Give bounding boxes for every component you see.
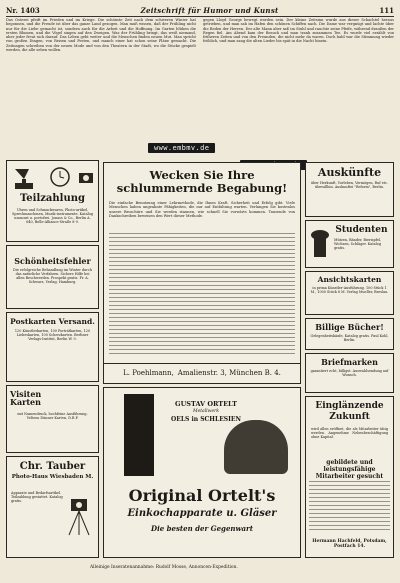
ad-briefmarken [305,353,394,393]
ad-wecken [103,162,301,384]
ad-postkarten-title: Postkarten Versand. [10,317,95,326]
ad-teilzahlung [6,160,99,242]
ad-buecher-title: Billige Bücher! [315,322,384,332]
ad-englaenzende-footer: Hermann Hachfeld, Potsdam, Postfach 14. [312,539,387,549]
ad-wecken-body-lines [109,233,295,357]
ad-ortelt-place: OELS in SCHLESIEN [171,416,241,423]
ad-ortelt-name: GUSTAV ORTELT [175,400,237,408]
ad-wecken-footer [108,369,296,377]
ad-tauber-text: Apparate und Bedarfsartikel. Teilzahlung gestattet. Katalog gratis. [11,491,63,503]
ad-englaenzende [305,396,394,558]
publication-title: Zeitschrift für Humor und Kunst [140,5,279,15]
ad-wecken-text: Die einfache Benutzung einer Lehrmethode, die Ihnen Kraft, Sicherheit und Erfolg gibt. Viele Menschen haben ungeahnte Fähigkeiten, die nur auf Entfaltung warten. Verlangen Sie kostenlos unsere Broschüre und Sie werden staunen, wie schnell Sie vorwärts kommen. Tausende von Dankschreiben beweisen den Wert dieser Methode. [109,201,295,218]
ad-ortelt [103,387,301,558]
ad-visiten-title: Visiten Karten [10,389,42,407]
ad-auskuenfte-text: über Herkunft, Vorleben, Vermögen, Ruf etc. überallhin. Auskunftei "Reform", Berlin. [310,181,389,189]
ad-englaenzende-highlight: gebildete und leistungsfähige Mitarbeiter gesucht [315,459,384,480]
ad-studenten [305,220,394,268]
ad-wecken-footer-addr: Amalienstr. 3, München B. 4. [177,369,281,377]
ad-postkarten [6,312,99,382]
clock-icon [49,165,71,187]
article-right-column: gegen Lloyd George bewegt worden sein. Der kleine Zeitsinn wurde aus dieser Schachtel heraus getrieben, und man sah im Hafen den schönen Schiffen nach. Die Dame war vergnügt und lachte über die Reden der Herren. Der alte Mann aber saß im Stuhl und rauchte seine Pfeife, während draußen der Regen fiel. Am Abend kam der Besuch und man trank zusammen Tee. Es wurde viel erzählt von früheren Zeiten und von den Freunden, die nicht mehr da waren. Doch bald war die Stimmung wieder fröhlich, und man sang die alten Lieder bis spät in die Nacht hinein. [203,18,394,44]
ad-visiten-text: mit Namendruck, hochfeine Ausführung. Veltens Dünner Karten, D.R.P. [17,412,88,420]
ad-ortelt-line2: Einkochapparate u. Gläser [127,508,277,519]
ad-briefmarken-title: Briefmarken [321,357,378,367]
gramophone-icon [11,165,37,191]
student-cap-icon [309,225,331,261]
issue-number: Nr. 1403 [6,5,40,15]
ad-wecken-divider [104,363,300,364]
ad-ortelt-line1: Original Ortelt's [128,486,276,505]
ad-ortelt-line3: Die besten der Gegenwart [151,524,253,533]
jar-illustration [124,394,154,476]
ad-studenten-title: Studenten [335,225,388,235]
ad-wecken-footer-name: L. Poehlmann, [123,369,174,377]
ad-teilzahlung-text: Uhren und Schmuckwaren, Photo-artikel, Sprechmaschinen, Musik-instrumente. Katalog umsonst u. portofrei. Jonass & Co., Berlin A. 640, Belle-Alliance-Straße 8-9. [12,208,93,224]
camera-icon [77,167,95,187]
camera-stand-icon [65,497,93,537]
ad-englaenzende-body-lines [309,481,390,533]
ad-auskuenfte-title: Auskünfte [317,166,382,179]
ad-buecher-text: Gelegenheitskäufe, Katalog gratis. Paul Kohl, Berlin. [310,334,389,342]
page-footer: Alleinige Inseratenannahme: Rudolf Mosse, Annoncen-Expedition. [90,565,238,570]
ad-tauber [6,456,99,558]
ad-schoenheit [6,245,99,309]
ad-tauber-title: Chr. Tauber [19,461,86,472]
ad-schoenheit-text: Die erfolgreiche Behandlung im Winter durch das natürliche Verfahren. Sichere Hilfe bei allen Beschwerden. Prospekt gratis. Fr. A. Schwarz, Verlag, Hamburg. [13,268,92,284]
ad-ortelt-sub: Metallwerk [192,409,220,414]
page-number: 111 [379,5,394,15]
woman-illustration [224,420,288,474]
ad-englaenzende-title: Einglänzende Zukunft [315,401,384,422]
ad-visiten [6,385,99,453]
page-header [6,4,394,17]
ad-wecken-title: Wecken Sie Ihre schlummernde Begabung! [116,168,288,195]
ad-briefmarken-text: garantiert echt, billigst. Auswahlsendung auf Wunsch. [310,369,389,377]
ad-ansicht-text: in prima Künstler-Ausführung. 100 Stück 1 M., 1000 Stück 8 M. Verlag Mueller, Breslau. [310,286,389,294]
ad-auskuenfte [305,162,394,217]
ad-ansicht-title: Ansichtskarten [317,275,382,284]
ad-schoenheit-title: Schönheitsfehler [14,256,91,266]
ad-studenten-text: Mützen, Bänder, Bierzipfel, Wichsen, Schläger. Katalog gratis. [334,238,382,250]
ad-englaenzende-text: wird allen eröffnet, die als Mitarbeiter tätig werden. Angenehme Nebenbeschäftigung ohne Kapital. [311,427,388,439]
watermark-label: www.embmv.de [148,143,215,153]
article-left-column: Das Osterei pfeift im Frieden und im Kriege. Die schönste Zeit nach dem schweren Winter hat begonnen, und die Freude ist über das ganze Land gezogen. Man muß wissen, daß der Frühling nicht nur für die Liebe gemacht ist, sondern auch für die Arbeit und die Hoffnung. Im Garten blühen die ersten Blumen, und die Vögel singen auf den Zweigen. Was der Frühling bringt, das weiß niemand, aber jeder freut sich darauf. Das Leben geht weiter und die Menschen finden neuen Mut. Man spricht von großen Dingen, von Reisen und Festen, und manch einer hat schon seine Pläne gemacht. Die Zeitungen schreiben von der neuen Mode und von den Theatern in der Stadt, wo die Stücke gespielt werden, die alle sehen wollen. [6,18,196,53]
ad-postkarten-text: 120 Künstlerkarten, 100 Porträtkarten, 120 Liebeskarten, 100 Scherzkarten. Berliner Verlags-Institut, Berlin W. 9. [14,329,91,341]
ad-tauber-subtitle: Photo-Haus Wiesbaden M. [11,474,94,480]
ad-teilzahlung-title: Teilzahlung [19,193,85,204]
ad-buecher [305,318,394,350]
ad-ansicht [305,271,394,315]
